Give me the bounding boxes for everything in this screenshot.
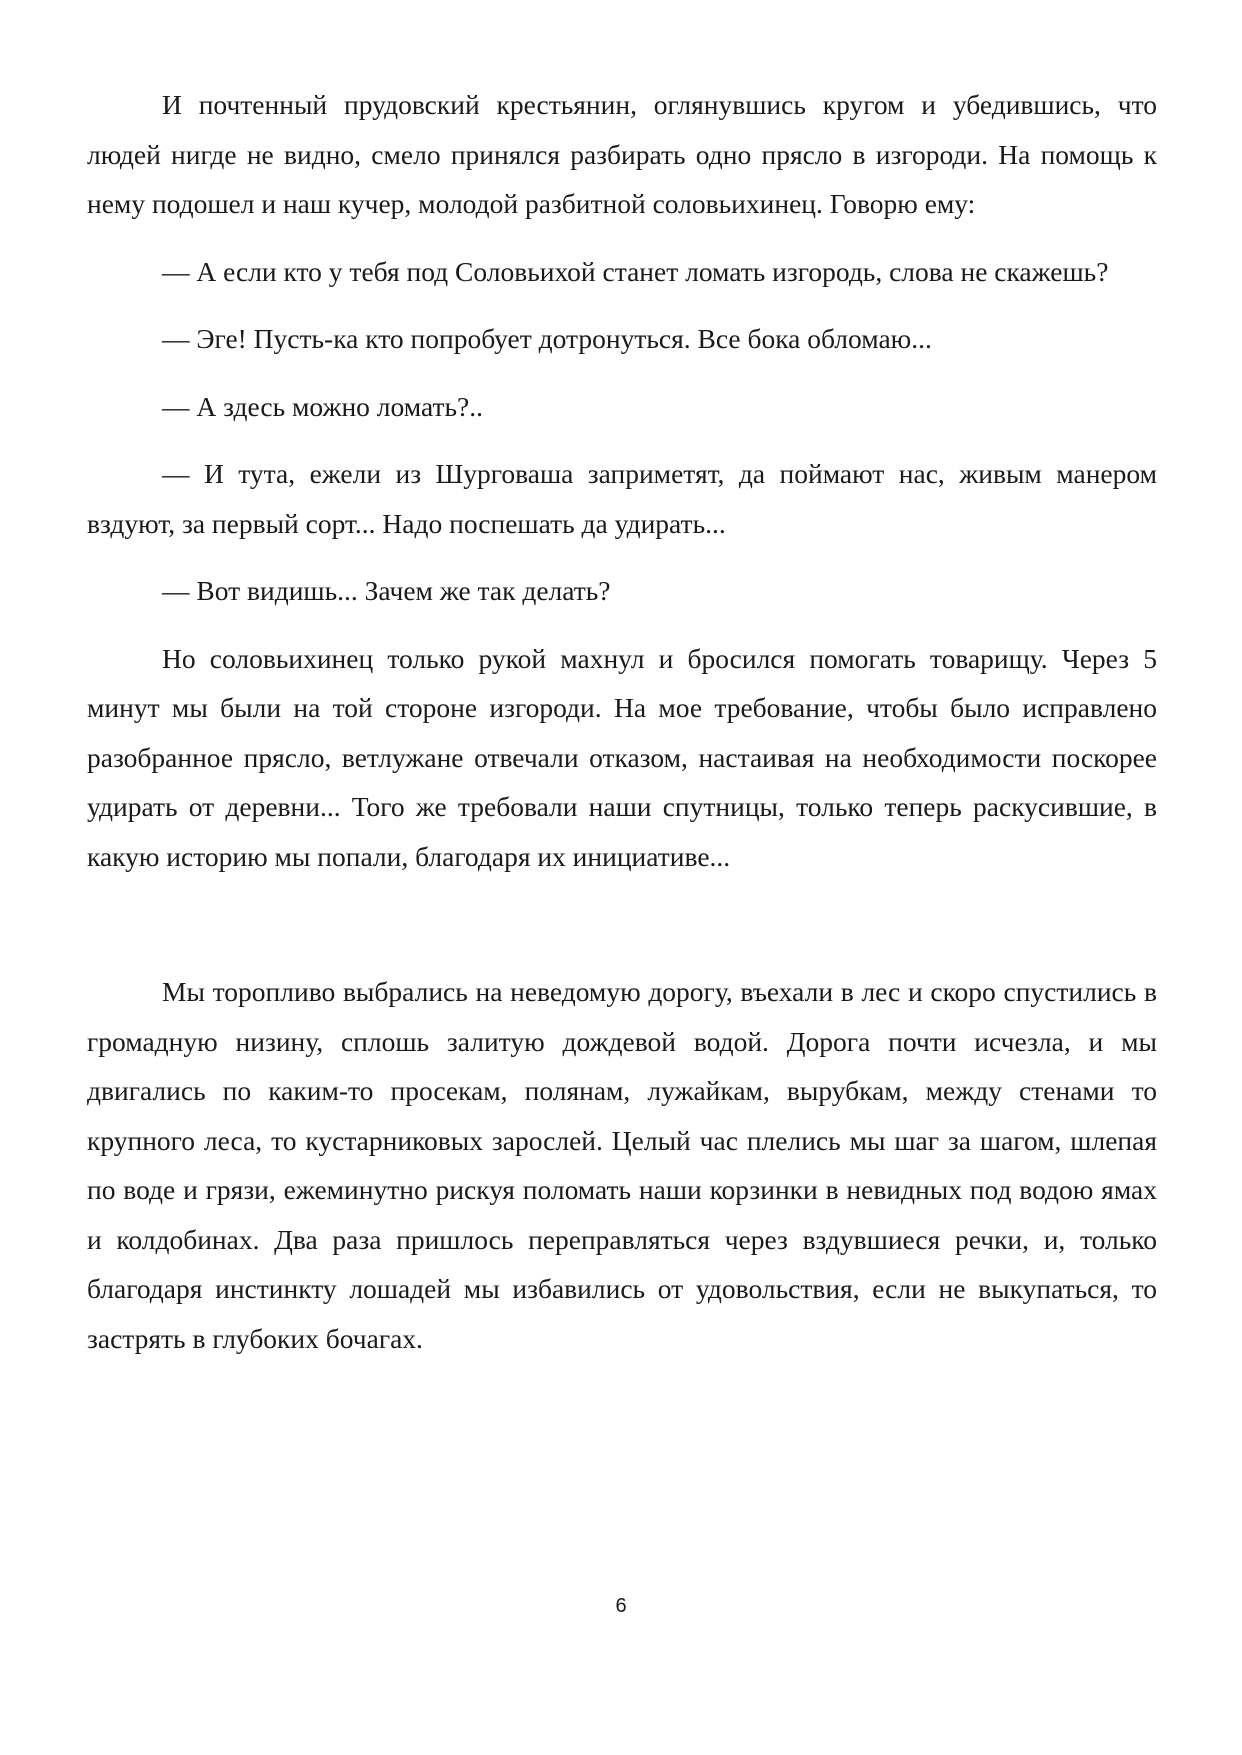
paragraph-5: — И тута, ежели из Шурговаша заприметят, да поймают нас, живым манером вздуют, за первый сорт... Надо поспешать да удирать... (87, 458, 1157, 539)
paragraph-7: Но соловьихинец только рукой махнул и бросился помогать товарищу. Через 5 минут мы были на той стороне изгороди. На мое требование, чтобы было исправлено разобранное прясло, ветлужане отвечали отказом, настаивая на необходимости поскорее удирать от деревни... Того же требовали наши спутницы, только теперь раскусившие, в какую историю мы попали, благодаря их инициативе... (87, 642, 1157, 872)
paragraph-4: — А здесь можно ломать?.. (162, 390, 483, 422)
paragraph-8: Мы торопливо выбрались на неведомую дорогу, въехали в лес и скоро спустились в громадную низину, сплошь залитую дождевой водой. Дорога почти исчезла, и мы двигались по каким-то просекам, полянам, лужайкам, вырубкам, между стенами то крупного леса, то кустарниковых зарослей. Целый час плелись мы шаг за шагом, шлепая по воде и грязи, ежеминутно рискуя поломать наши корзинки в невидных под водою ямах и колдобинах. Два раза пришлось переправляться через вздувшиеся речки, и, только благодаря инстинкту лошадей мы избавились от удовольствия, если не выкупаться, то застрять в глубоких бочагах. (87, 976, 1157, 1354)
paragraph-2: — А если кто у тебя под Соловьихой станет ломать изгородь, слова не скажешь? (162, 255, 1109, 287)
paragraph-6: — Вот видишь... Зачем же так делать? (162, 575, 611, 606)
page-body (87, 80, 1157, 1363)
paragraph-3: — Эге! Пусть-ка кто попробует дотронуться. Все бока обломаю... (162, 323, 932, 354)
page-number: 6 (615, 1595, 627, 1617)
paragraph-1: И почтенный прудовский крестьянин, оглянувшись кругом и убедившись, что людей нигде не видно, смело принялся разбирать одно прясло в изгороди. На помощь к нему подошел и наш кучер, молодой разбитной соловьихинец. Говорю ему: (87, 89, 1157, 219)
